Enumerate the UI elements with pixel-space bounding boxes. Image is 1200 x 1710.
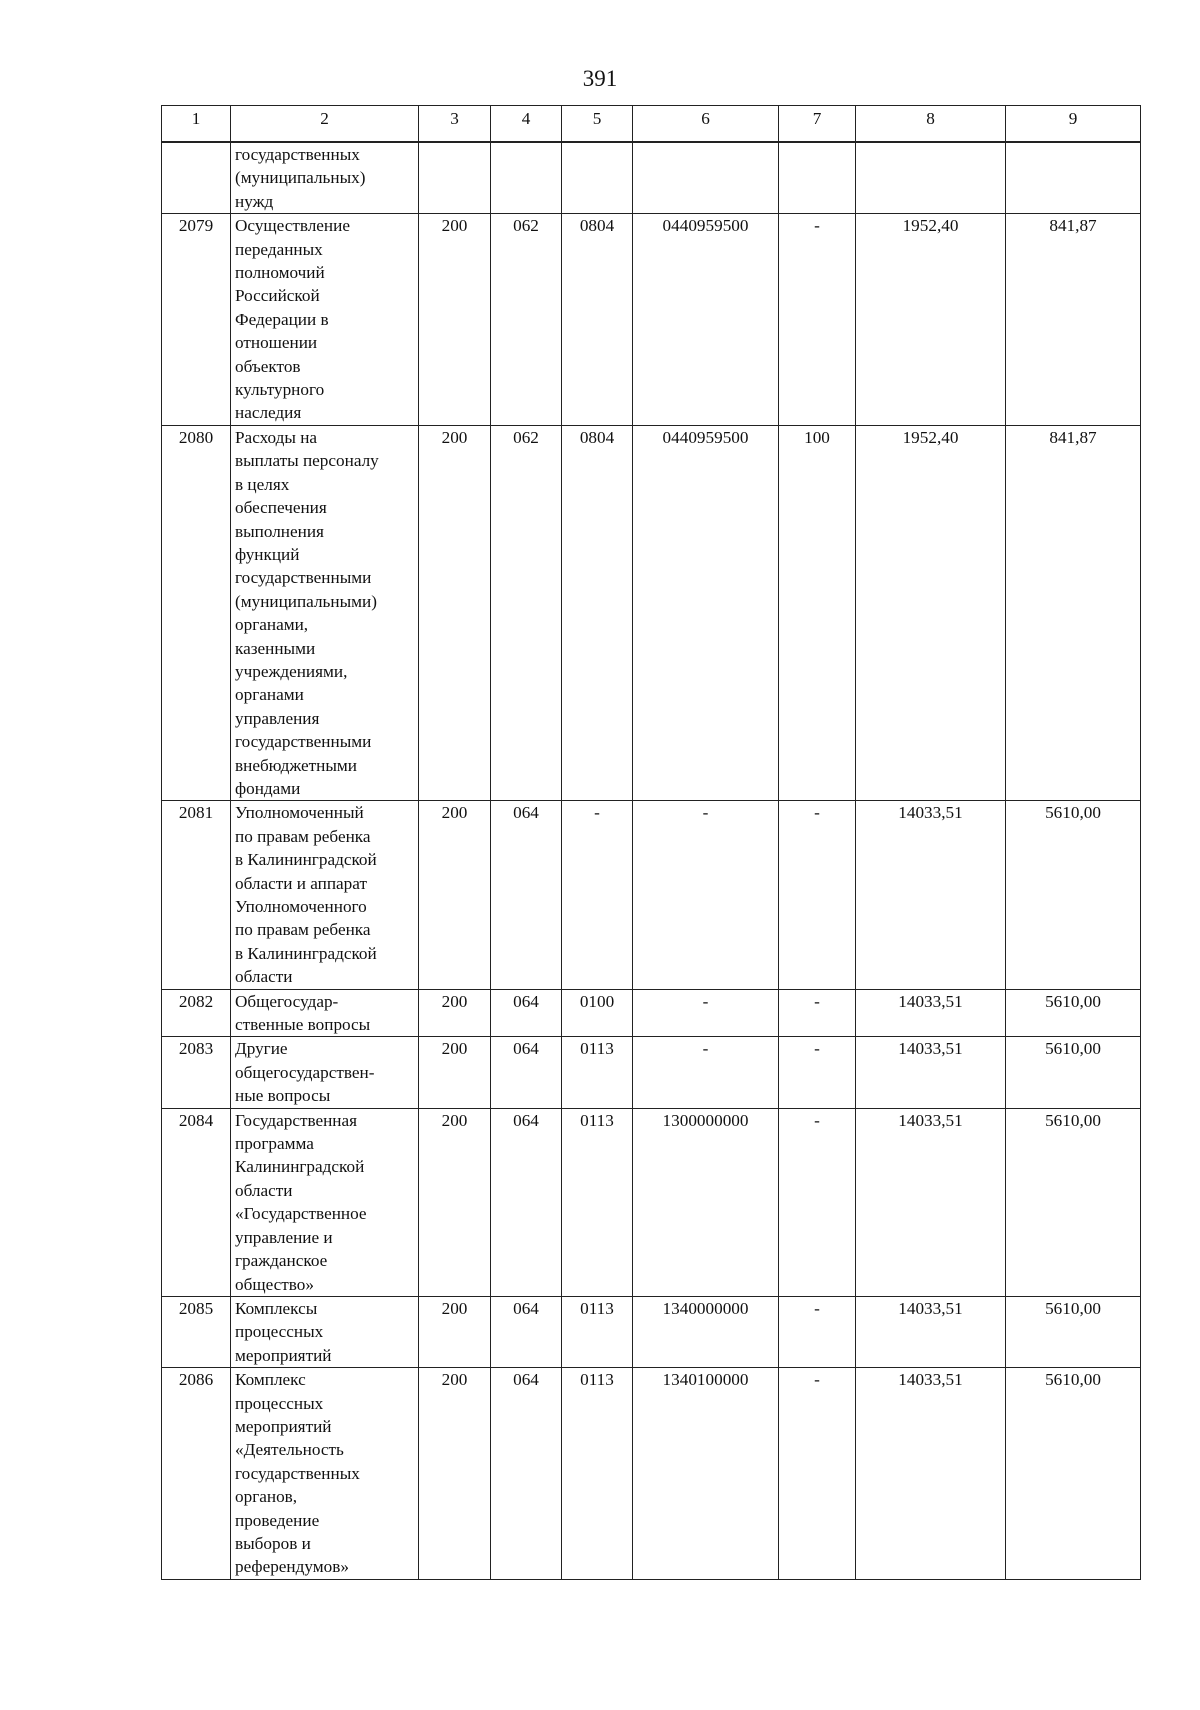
row-name-line: Другие [235, 1039, 288, 1059]
row-name-line: по правам ребенка [235, 920, 371, 940]
col3-cell: 200 [419, 1296, 491, 1367]
row-name-line: отношении [235, 333, 318, 353]
row-name-line: органами [235, 685, 304, 705]
row-name-line: в целях [235, 474, 290, 494]
table-body [162, 142, 1141, 1579]
row-name-line: Комплексы [235, 1298, 318, 1318]
col5-cell: 0113 [562, 1368, 633, 1580]
table-row [162, 1296, 1141, 1367]
col4-cell: 062 [491, 214, 562, 426]
row-name-line: ственные вопросы [235, 1015, 371, 1035]
row-name-line: функций [235, 544, 300, 564]
row-name-line: области [235, 967, 293, 987]
row-name-cell [231, 142, 419, 214]
col5-cell: 0804 [562, 214, 633, 426]
row-name-line: Федерации в [235, 309, 329, 329]
row-name-line: фондами [235, 778, 301, 798]
table-row [162, 425, 1141, 801]
header-col-3: 3 [419, 106, 491, 143]
header-col-6: 6 [633, 106, 779, 143]
col3-cell [419, 142, 491, 214]
col8-cell [856, 142, 1006, 214]
col8-cell: 1952,40 [856, 214, 1006, 426]
col5-cell: 0113 [562, 1296, 633, 1367]
col4-cell: 064 [491, 1368, 562, 1580]
row-name-line: области и аппарат [235, 873, 367, 893]
col5-cell: 0113 [562, 1108, 633, 1296]
col9-cell: 5610,00 [1006, 989, 1141, 1037]
row-name-line: государственными [235, 732, 372, 752]
col3-cell: 200 [419, 425, 491, 801]
col7-cell: - [779, 1037, 856, 1108]
header-col-7: 7 [779, 106, 856, 143]
row-number-cell: 2081 [162, 801, 231, 989]
row-number-cell: 2082 [162, 989, 231, 1037]
row-name-line: управление и [235, 1227, 333, 1247]
row-name-cell [231, 989, 419, 1037]
col9-cell: 5610,00 [1006, 1296, 1141, 1367]
col4-cell: 064 [491, 1296, 562, 1367]
col6-cell: 0440959500 [633, 425, 779, 801]
col4-cell: 064 [491, 989, 562, 1037]
row-name-line: казенными [235, 638, 316, 658]
col7-cell: - [779, 1368, 856, 1580]
row-name-line: (муниципальных) [235, 168, 366, 188]
col7-cell: - [779, 1108, 856, 1296]
row-name-line: гражданское [235, 1251, 328, 1271]
row-number-cell: 2086 [162, 1368, 231, 1580]
row-name-line: Калининградской [235, 1157, 365, 1177]
row-name-line: переданных [235, 239, 323, 259]
row-name-line: Осуществление [235, 216, 350, 236]
col3-cell: 200 [419, 989, 491, 1037]
row-name-line: Уполномоченного [235, 897, 367, 916]
row-name-line: обеспечения [235, 498, 327, 518]
row-name-line: управления [235, 708, 320, 728]
col5-cell [562, 142, 633, 214]
row-name-cell [231, 801, 419, 989]
col9-cell: 841,87 [1006, 425, 1141, 801]
col7-cell: - [779, 214, 856, 426]
col6-cell: 1340000000 [633, 1296, 779, 1367]
row-name-line: объектов [235, 356, 301, 376]
col9-cell: 5610,00 [1006, 801, 1141, 989]
col8-cell: 14033,51 [856, 1037, 1006, 1108]
col3-cell: 200 [419, 1368, 491, 1580]
row-name-line: общегосударствен- [235, 1062, 375, 1082]
col5-cell: - [562, 801, 633, 989]
table-row [162, 214, 1141, 426]
header-col-9: 9 [1006, 106, 1141, 143]
col5-cell: 0100 [562, 989, 633, 1037]
row-name-line: органов, [235, 1487, 298, 1507]
row-name-line: программа [235, 1134, 314, 1154]
table-row [162, 1108, 1141, 1296]
row-name-line: (муниципальными) [235, 591, 377, 611]
table-row [162, 142, 1141, 214]
col8-cell: 14033,51 [856, 1296, 1006, 1367]
row-name-line: Российской [235, 286, 320, 306]
header-col-4: 4 [491, 106, 562, 143]
row-name-line: мероприятий [235, 1345, 332, 1365]
row-name-line: проведение [235, 1510, 320, 1530]
col4-cell [491, 142, 562, 214]
table-row [162, 1037, 1141, 1108]
col8-cell: 14033,51 [856, 1368, 1006, 1580]
col8-cell: 14033,51 [856, 801, 1006, 989]
row-number-cell: 2085 [162, 1296, 231, 1367]
row-name-line: выполнения [235, 521, 324, 541]
row-number-cell: 2080 [162, 425, 231, 801]
col6-cell: 1300000000 [633, 1108, 779, 1296]
col8-cell: 14033,51 [856, 1108, 1006, 1296]
row-name-line: Комплекс [235, 1370, 306, 1390]
row-name-line: Общегосудар- [235, 991, 339, 1011]
header-row [162, 106, 1141, 143]
col7-cell: - [779, 801, 856, 989]
row-name-line: по правам ребенка [235, 826, 371, 846]
col9-cell: 5610,00 [1006, 1368, 1141, 1580]
row-name-cell [231, 1368, 419, 1580]
row-name-line: учреждениями, [235, 661, 348, 681]
col6-cell: - [633, 1037, 779, 1108]
header-col-2: 2 [231, 106, 419, 143]
row-name-line: органами, [235, 615, 309, 635]
col3-cell: 200 [419, 1108, 491, 1296]
row-name-cell [231, 214, 419, 426]
row-name-cell [231, 1296, 419, 1367]
row-name-line: выплаты персоналу [235, 451, 379, 471]
col6-cell: 1340100000 [633, 1368, 779, 1580]
row-name-line: ные вопросы [235, 1086, 331, 1106]
col7-cell: - [779, 989, 856, 1037]
row-name-line: «Деятельность [235, 1440, 344, 1460]
row-name-line: выборов и [235, 1533, 311, 1553]
col6-cell [633, 142, 779, 214]
col6-cell: - [633, 801, 779, 989]
col6-cell: - [633, 989, 779, 1037]
row-name-line: внебюджетными [235, 755, 358, 775]
row-name-line: Расходы на [235, 427, 318, 447]
col7-cell: - [779, 1296, 856, 1367]
row-name-line: референдумов» [235, 1557, 349, 1577]
row-name-line: «Государственное [235, 1204, 367, 1224]
row-name-line: государственных [235, 1463, 360, 1483]
col9-cell [1006, 142, 1141, 214]
row-name-line: общество» [235, 1274, 314, 1294]
table-row [162, 801, 1141, 989]
page-number: 391 [582, 66, 618, 91]
row-name-line: процессных [235, 1322, 324, 1342]
col5-cell: 0804 [562, 425, 633, 801]
row-name-line: культурного [235, 380, 325, 400]
col4-cell: 064 [491, 801, 562, 989]
col7-cell [779, 142, 856, 214]
col3-cell: 200 [419, 1037, 491, 1108]
col9-cell: 5610,00 [1006, 1037, 1141, 1108]
row-name-line: Государственная [235, 1110, 358, 1130]
row-number-cell: 2083 [162, 1037, 231, 1108]
row-name-line: государственных [235, 145, 360, 164]
row-name-line: в Калининградской [235, 850, 377, 870]
row-name-line: государственными [235, 568, 372, 588]
row-name-line: полномочий [235, 263, 325, 283]
row-name-line: Уполномоченный [235, 803, 364, 823]
col9-cell: 5610,00 [1006, 1108, 1141, 1296]
row-name-line: нужд [235, 191, 274, 211]
row-name-cell [231, 1108, 419, 1296]
col6-cell: 0440959500 [633, 214, 779, 426]
col9-cell: 841,87 [1006, 214, 1141, 426]
col4-cell: 062 [491, 425, 562, 801]
header-col-5: 5 [562, 106, 633, 143]
col3-cell: 200 [419, 801, 491, 989]
row-name-cell [231, 1037, 419, 1108]
row-number-cell: 2079 [162, 214, 231, 426]
row-name-line: процессных [235, 1393, 324, 1413]
row-name-line: области [235, 1180, 293, 1200]
row-name-line: в Калининградской [235, 943, 377, 963]
col5-cell: 0113 [562, 1037, 633, 1108]
col7-cell: 100 [779, 425, 856, 801]
row-number-cell: 2084 [162, 1108, 231, 1296]
header-col-1: 1 [162, 106, 231, 143]
col4-cell: 064 [491, 1037, 562, 1108]
row-name-line: мероприятий [235, 1416, 332, 1436]
col8-cell: 14033,51 [856, 989, 1006, 1037]
col3-cell: 200 [419, 214, 491, 426]
budget-table [161, 105, 1141, 1580]
table-row [162, 989, 1141, 1037]
header-col-8: 8 [856, 106, 1006, 143]
row-name-cell [231, 425, 419, 801]
row-name-line: наследия [235, 403, 302, 423]
col8-cell: 1952,40 [856, 425, 1006, 801]
table-row [162, 1368, 1141, 1580]
col4-cell: 064 [491, 1108, 562, 1296]
row-number-cell [162, 142, 231, 214]
